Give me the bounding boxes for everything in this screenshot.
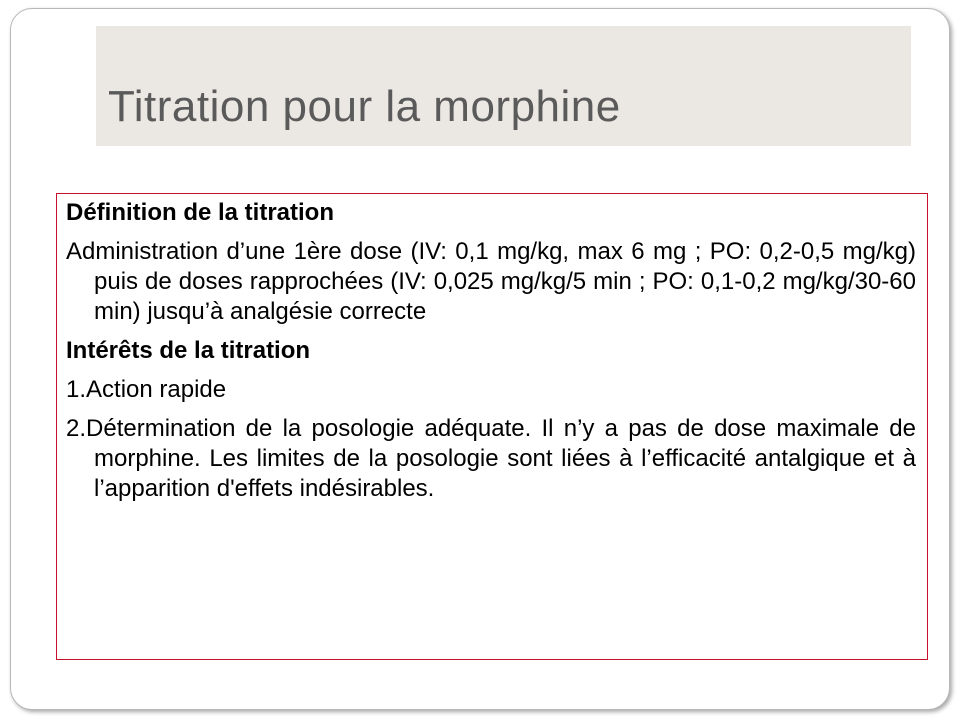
heading-definition: Définition de la titration xyxy=(66,199,334,226)
interest-item-2: 2.Détermination de la posologie adéquate. Il n’y a pas de dose maximale de morphine. Les limites de la posologie sont liées à l’efficacité antalgique et à l’apparition d'effets indésirables. xyxy=(66,415,916,502)
interest-item-1: 1.Action rapide xyxy=(66,376,227,403)
slide-content xyxy=(66,198,916,513)
definition-text: Administration d’une 1ère dose (IV: 0,1 mg/kg, max 6 mg ; PO: 0,2-0,5 mg/kg) puis de doses rapprochées (IV: 0,025 mg/kg/5 min ; PO: 0,1-0,2 mg/kg/30-60 min) jusqu’à analgésie correcte xyxy=(66,238,916,325)
heading-interests: Intérêts de la titration xyxy=(66,337,311,364)
slide-title: Titration pour la morphine xyxy=(108,82,621,131)
